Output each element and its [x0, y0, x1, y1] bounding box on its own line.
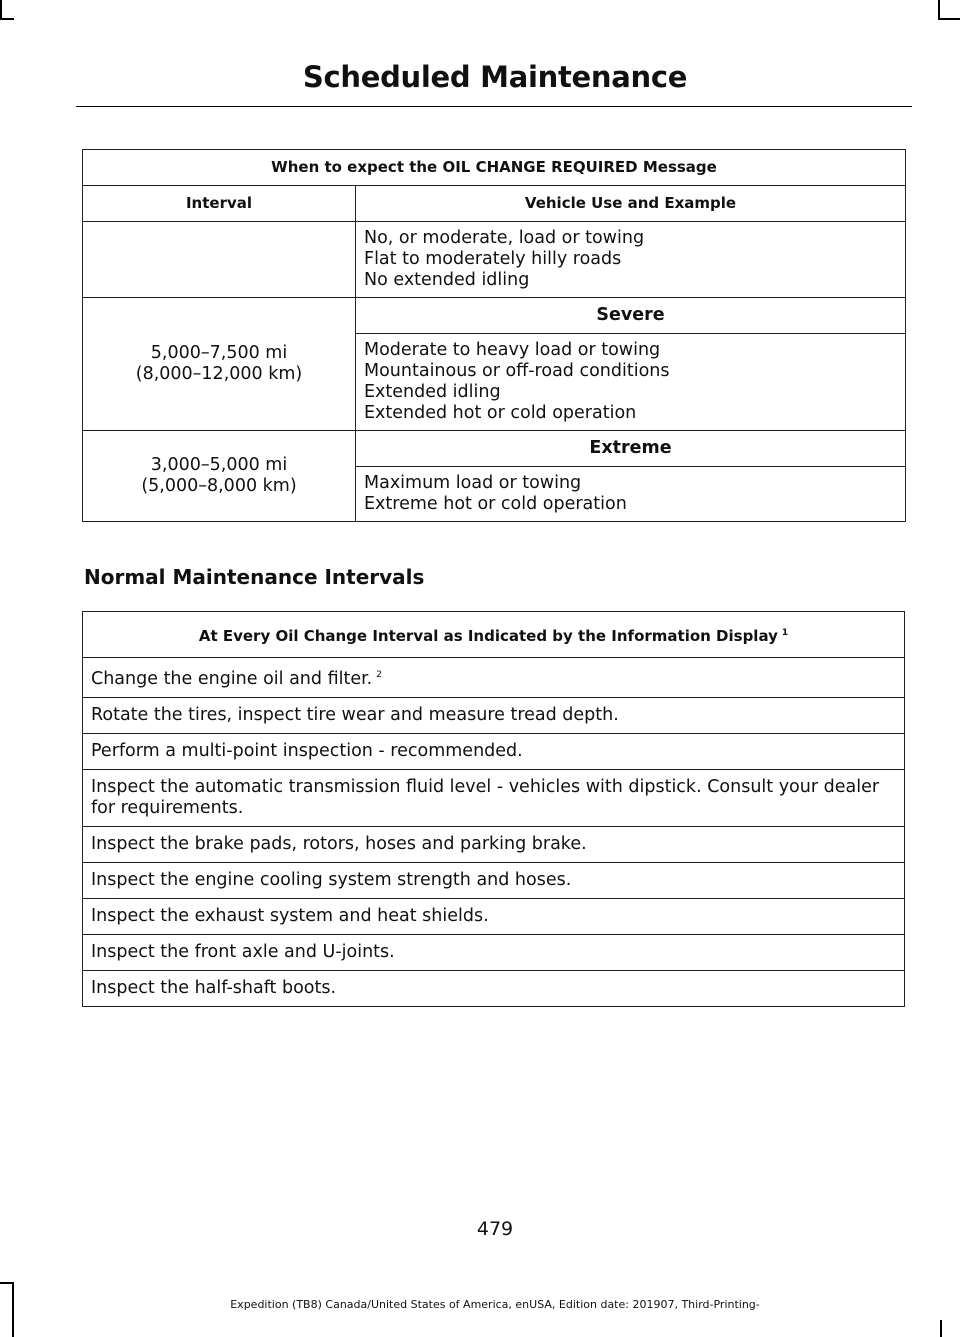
maintenance-table-header-text: At Every Oil Change Interval as Indicated by the Information Display — [198, 626, 778, 645]
maintenance-item: Rotate the tires, inspect tire wear and measure tread depth. — [83, 697, 905, 733]
maintenance-item — [83, 658, 905, 698]
usage-band-label: Severe — [356, 298, 906, 334]
crop-mark-top-left-h — [0, 18, 14, 20]
crop-mark-bottom-right — [940, 1320, 942, 1337]
use-example: Maximum load or towing — [364, 473, 582, 493]
table-row — [83, 862, 905, 898]
column-header-vehicle-use: Vehicle Use and Example — [356, 186, 906, 222]
page-title: Scheduled Maintenance — [302, 60, 688, 94]
vehicle-use-cell — [356, 334, 906, 431]
use-example: No, or moderate, load or towing — [364, 228, 645, 248]
interval-cell — [83, 298, 356, 431]
use-example: Extreme hot or cold operation — [364, 494, 627, 514]
table-row — [83, 769, 905, 826]
use-example: Extended idling — [364, 382, 501, 402]
use-example: Flat to moderately hilly roads — [364, 249, 622, 269]
table-row — [83, 697, 905, 733]
table-row — [83, 658, 905, 698]
maintenance-item: Inspect the exhaust system and heat shields. — [83, 898, 905, 934]
vehicle-use-cell — [356, 222, 906, 298]
footnote-marker: 2 — [376, 670, 382, 680]
interval-miles: 3,000–5,000 mi — [150, 455, 288, 475]
table-row — [83, 898, 905, 934]
title-divider — [76, 106, 912, 107]
interval-cell — [83, 431, 356, 522]
page-number: 479 — [476, 1218, 514, 1240]
use-example: Extended hot or cold operation — [364, 403, 637, 423]
table-row — [83, 298, 906, 334]
interval-miles: 5,000–7,500 mi — [150, 343, 288, 363]
table-row — [83, 970, 905, 1006]
column-header-interval: Interval — [83, 186, 356, 222]
table-row — [83, 431, 906, 467]
interval-km: (8,000–12,000 km) — [135, 364, 303, 384]
maintenance-table-header — [83, 612, 905, 658]
use-example: Mountainous or off-road conditions — [364, 361, 670, 381]
maintenance-item-text: Change the engine oil and filter. — [91, 668, 373, 689]
crop-mark-top-left — [0, 0, 2, 18]
maintenance-item: Inspect the automatic transmission fluid level - vehicles with dipstick. Consult your dealer for requirements. — [83, 769, 905, 826]
maintenance-item: Inspect the front axle and U-joints. — [83, 934, 905, 970]
table-row — [83, 934, 905, 970]
maintenance-item: Inspect the half-shaft boots. — [83, 970, 905, 1006]
table-row — [83, 733, 905, 769]
oil-change-message-table — [82, 149, 906, 522]
edition-footer: Expedition (TB8) Canada/United States of America, enUSA, Edition date: 201907, Third-Printing- — [230, 1298, 760, 1311]
maintenance-interval-table — [82, 611, 905, 1007]
oil-table-caption: When to expect the OIL CHANGE REQUIRED Message — [83, 150, 906, 186]
footnote-marker: 1 — [781, 627, 789, 638]
usage-band-label: Extreme — [356, 431, 906, 467]
section-heading: Normal Maintenance Intervals — [84, 565, 425, 589]
table-row — [83, 222, 906, 298]
interval-km: (5,000–8,000 km) — [141, 476, 297, 496]
crop-mark-top-right — [938, 0, 940, 18]
interval-cell — [83, 222, 356, 298]
use-example: No extended idling — [364, 270, 530, 290]
vehicle-use-cell — [356, 467, 906, 522]
maintenance-item: Inspect the brake pads, rotors, hoses and parking brake. — [83, 826, 905, 862]
crop-mark-top-right-h — [938, 18, 960, 20]
use-example: Moderate to heavy load or towing — [364, 340, 661, 360]
table-row — [83, 826, 905, 862]
maintenance-item: Perform a multi-point inspection - recommended. — [83, 733, 905, 769]
maintenance-item: Inspect the engine cooling system strength and hoses. — [83, 862, 905, 898]
